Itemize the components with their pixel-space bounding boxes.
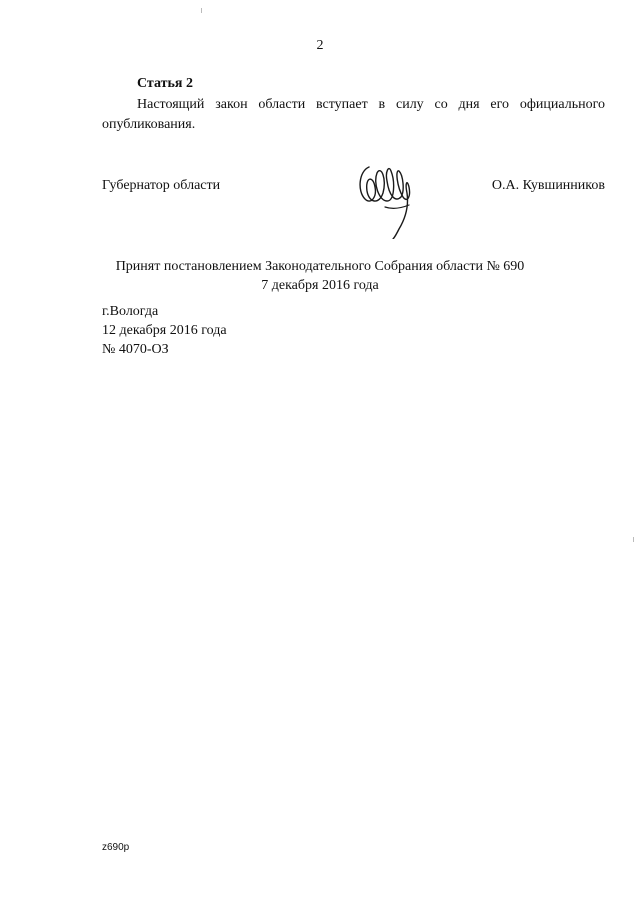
adoption-note	[0, 257, 640, 295]
scan-mark	[201, 8, 202, 13]
place-block	[102, 302, 227, 359]
law-number: № 4070-ОЗ	[102, 342, 169, 357]
article-text: Настоящий закон области вступает в силу со дня его официального опубликования.	[102, 97, 605, 132]
governor-name: О.А. Кувшинников	[491, 178, 605, 193]
city: г.Вологда	[102, 304, 159, 319]
page-number: 2	[316, 38, 324, 53]
adoption-line: Принят постановлением Законодательного Собрания области № 690	[115, 259, 525, 274]
adoption-date: 7 декабря 2016 года	[261, 278, 379, 293]
governor-title: Губернатор области	[102, 178, 221, 193]
handwritten-signature	[355, 157, 417, 239]
article-heading: Статья 2	[137, 76, 193, 91]
signing-date: 12 декабря 2016 года	[102, 323, 227, 338]
footer-code: z690p	[102, 842, 130, 853]
scan-mark	[633, 537, 634, 542]
